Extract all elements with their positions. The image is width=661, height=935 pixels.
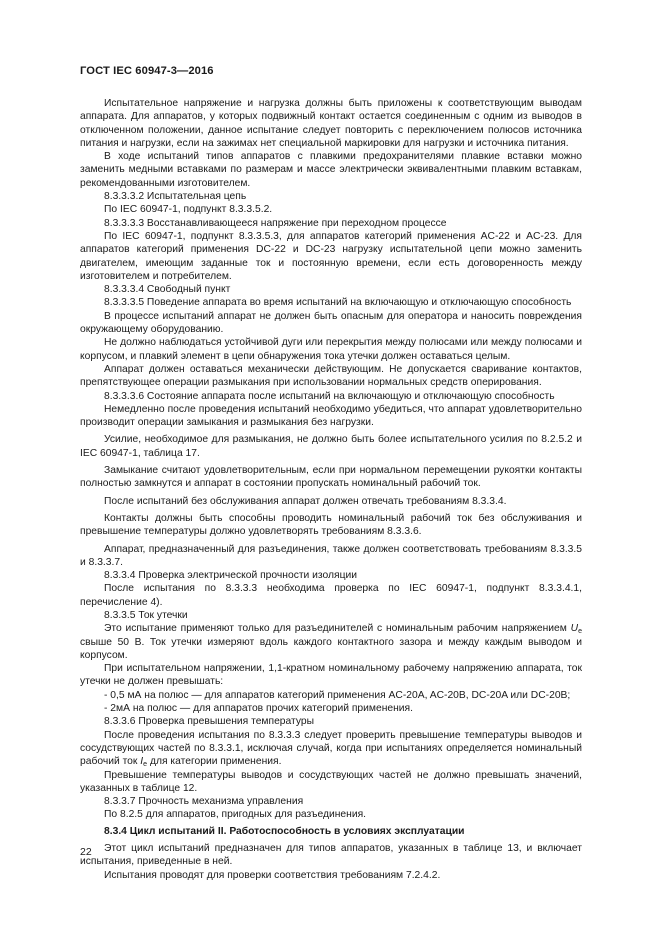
paragraph: В процессе испытаний аппарат не должен быть опасным для оператора и наносить повреждения окружающему оборудованию. [80, 310, 582, 336]
paragraph: После испытания по 8.3.3.3 необходима проверка по IEC 60947-1, подпункт 8.3.3.4.1, перечисление 4). [80, 583, 582, 608]
paragraph: По IEC 60947-1, подпункт 8.3.3.5.3, для аппаратов категорий применения AC-22 и AC-23. Для аппаратов категорий применения DC-22 и DC-23 нагрузку испытательной цепи можно заменить двигателем, имеющим заданные ток и постоянную времени, если есть договоренность между изготовителем и потребителем. [80, 230, 582, 282]
paragraph: Немедленно после проведения испытаний необходимо убедиться, что аппарат удовлетворительно производит операции замыкания и размыкания без нагрузки. [80, 403, 582, 429]
paragraph: Замыкание считают удовлетворительным, если при нормальном перемещении рукоятки контакты полностью замкнутся и аппарат в состоянии пропускать номинальный рабочий ток. [80, 465, 582, 490]
list-item: - 2мА на полюс — для аппаратов прочих категорий применения. [104, 703, 413, 715]
paragraph: Этот цикл испытаний предназначен для типов аппаратов, указанных в таблице 13, и включает испытания, приведенные в ней. [80, 843, 582, 868]
paragraph: Аппарат, предназначенный для разъединения, также должен соответствовать требованиям 8.3.3.5 и 8.3.3.7. [80, 543, 582, 568]
paragraph: По IEC 60947-1, подпункт 8.3.3.5.2. [104, 204, 273, 216]
clause-heading: 8.3.3.4 Проверка электрической прочности изоляции [104, 570, 358, 582]
paragraph: Не должно наблюдаться устойчивой дуги или перекрытия между полюсами или между полюсами и корпусом, и плавкий элемент в цепи обнаружения тока утечки должен оставаться целым. [80, 337, 582, 362]
clause-heading: 8.3.3.3.4 Свободный пункт [104, 284, 231, 296]
paragraph: По 8.2.5 для аппаратов, пригодных для разъединения. [104, 809, 367, 821]
page-number: 22 [80, 846, 92, 858]
current-symbol: I [140, 756, 144, 768]
text-run: свыше 50 В. Ток утечки измеряют вдоль каждого контактного зазора и между каждым выводом и корпусом. [80, 636, 582, 661]
paragraph: Усилие, необходимое для размыкания, не должно быть более испытательного усилия по 8.2.5.2 и IEC 60947-1, таблица 17. [80, 434, 582, 459]
section-heading: 8.3.4 Цикл испытаний II. Работоспособность в условиях эксплуатации [104, 825, 465, 837]
clause-heading: 8.3.3.3.6 Состояние аппарата после испытаний на включающую и отключающую способность [104, 390, 555, 402]
document-code: ГОСТ IEC 60947-3—2016 [80, 65, 214, 77]
text-run: Это испытание применяют только для разъединителей с номинальным рабочим напряжением [104, 623, 567, 635]
paragraph: В ходе испытаний типов аппаратов с плавкими предохранителями плавкие вставки можно заменить медными вставками по размерам и массе электрически эквивалентными плавким вставкам, рекомендованными изготовителем. [80, 151, 582, 189]
clause-heading: 8.3.3.3.5 Поведение аппарата во время испытаний на включающую и отключающую способность [104, 297, 572, 309]
paragraph: Испытательное напряжение и нагрузка должны быть приложены к соответствующим выводам аппарата. Для аппаратов, у которых подвижный контакт остается соединенным с одним из выводов в отключенном положении, данное испытание следует повторить с переключением полюсов источника питания и нагрузки, если на зажимах нет специальной маркировки для нагрузки и источника питания. [80, 98, 582, 149]
paragraph: Контакты должны быть способны проводить номинальный рабочий ток без обслуживания и превышение температуры должно удовлетворять требованиям 8.3.3.6. [80, 512, 582, 538]
clause-heading: 8.3.3.6 Проверка превышения температуры [104, 716, 315, 728]
clause-heading: 8.3.3.3.3 Восстанавливающееся напряжение при переходном процессе [104, 217, 447, 229]
paragraph: После испытаний без обслуживания аппарат должен отвечать требованиям 8.3.3.4. [104, 495, 507, 507]
paragraph: Аппарат должен оставаться механически действующим. Не допускается сваривание контактов, препятствующее операции размыкания при использовании нормальных средств оперирования. [80, 363, 582, 389]
voltage-subscript: e [578, 628, 582, 636]
clause-heading: 8.3.3.3.2 Испытательная цепь [104, 191, 247, 203]
paragraph: При испытательном напряжении, 1,1-кратном номинальному рабочему напряжению аппарата, ток утечки не должен превышать: [80, 663, 582, 688]
paragraph-leakage [80, 622, 582, 662]
current-subscript: e [143, 761, 148, 769]
list-item: - 0,5 мА на полюс — для аппаратов категорий применения AC-20A, AC-20B, DC-20A или DC-20B; [104, 689, 571, 701]
clause-heading: 8.3.3.7 Прочность механизма управления [104, 796, 304, 808]
paragraph: Испытания проводят для проверки соответствия требованиям 7.2.4.2. [104, 869, 441, 881]
voltage-symbol: U [570, 623, 579, 635]
paragraph: Превышение температуры выводов и сосудствующих частей не должно превышать значений, указанных в таблице 12. [80, 769, 582, 794]
paragraph-temperature [80, 729, 582, 769]
clause-heading: 8.3.3.5 Ток утечки [104, 609, 188, 621]
document-body [80, 97, 582, 882]
text-run: для категории применения. [149, 756, 282, 768]
text-run: После проведения испытания по 8.3.3.3 следует проверить превышение температуры выводов и сосудствующих частей по 8.3.3.1, исключая случай, когда при испытаниях определяется номинальный рабочий ток [80, 729, 582, 768]
